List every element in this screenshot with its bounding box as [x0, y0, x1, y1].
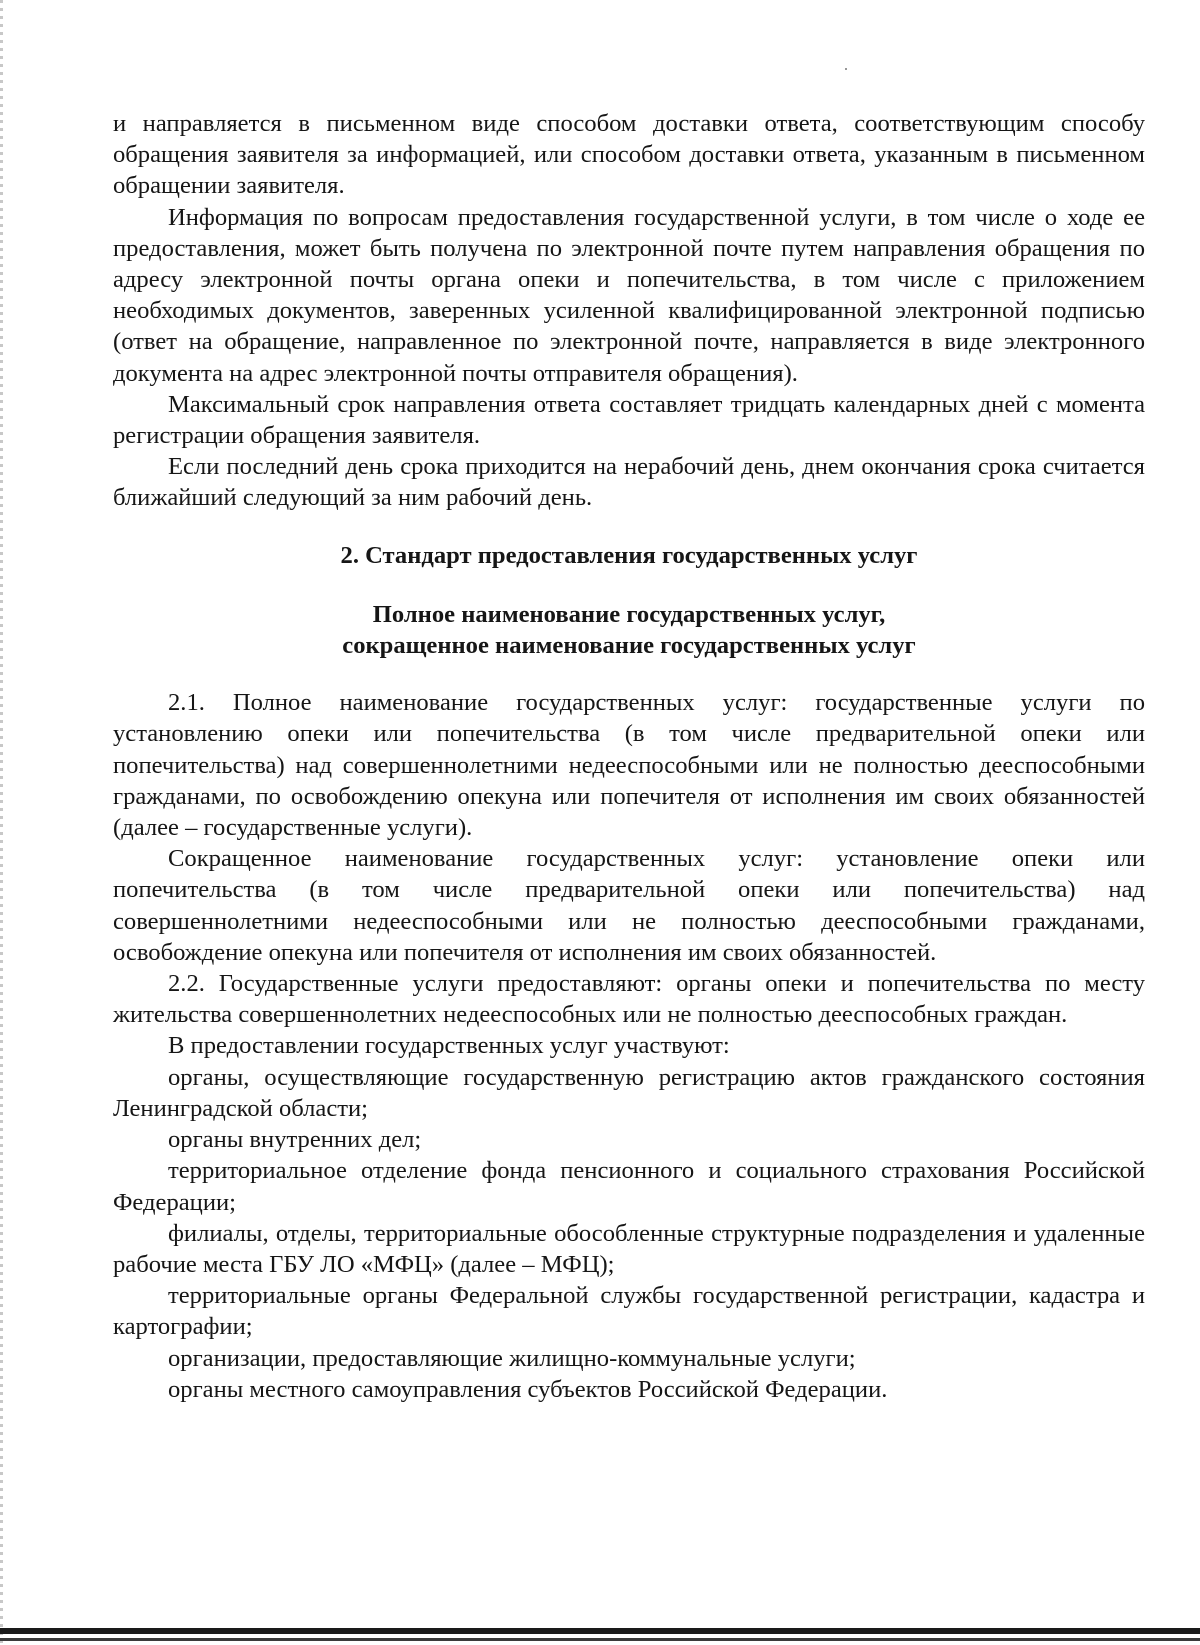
paragraph-continued: и направляется в письменном виде способом доставки ответа, соответствующим способу обращения заявителя за информацией, или способом доставки ответа, указанным в письменном обращении заявителя. — [113, 110, 1145, 200]
paragraph-nonworking-day: Если последний день срока приходится на нерабочий день, днем окончания срока считается ближайший следующий за ним рабочий день. — [113, 453, 1145, 512]
paragraph-email-info: Информация по вопросам предоставления государственной услуги, в том числе о ходе ее предоставления, может быть получена по электронной почте путем направления обращения по адресу электронной почты органа опеки и попечительства, в том числе с приложением необходимых документов, заверенных усиленной квалифицированной электронной подписью (ответ на обращение, направленное по электронной почте, направляется в виде электронного документа на адрес электронной почты отправителя обращения). — [113, 203, 1145, 387]
subsection-title-line1: Полное наименование государственных услуг, — [372, 600, 886, 628]
document-body — [113, 108, 1145, 1405]
scan-bottom-edge-line — [0, 1638, 1200, 1641]
scan-bottom-edge — [0, 1628, 1200, 1634]
section-title: 2. Стандарт предоставления государственных услуг — [340, 541, 918, 569]
list-item: органы внутренних дел; — [168, 1126, 422, 1154]
list-item: территориальные органы Федеральной службы государственной регистрации, кадастра и картографии; — [113, 1282, 1145, 1341]
list-item: территориальное отделение фонда пенсионного и социального страхования Российской Федерации; — [113, 1157, 1145, 1216]
paragraph-participants-intro: В предоставлении государственных услуг участвуют: — [168, 1032, 730, 1060]
scan-left-edge — [0, 0, 3, 1645]
subsection-title-line2: сокращенное наименование государственных услуг — [342, 632, 916, 660]
scan-speck — [845, 68, 847, 70]
list-item: филиалы, отделы, территориальные обособленные структурные подразделения и удаленные рабочие места ГБУ ЛО «МФЦ» (далее – МФЦ); — [113, 1219, 1145, 1278]
paragraph-max-term: Максимальный срок направления ответа составляет тридцать календарных дней с момента регистрации обращения заявителя. — [113, 390, 1145, 450]
list-item: организации, предоставляющие жилищно-коммунальные услуги; — [168, 1344, 856, 1372]
paragraph-short-name: Сокращенное наименование государственных услуг: установление опеки или попечительства (в том числе предварительной опеки или попечительства) над совершеннолетними недееспособными или не полностью дееспособными гражданами, освобождение опекуна или попечителя от исполнения им своих обязанностей. — [113, 845, 1145, 966]
paragraph-2-1: 2.1. Полное наименование государственных услуг: государственные услуги по установлению опеки или попечительства (в том числе предварительной опеки или попечительства) над совершеннолетними недееспособными или не полностью дееспособными гражданами, по освобождению опекуна или попечителя от исполнения им своих обязанностей (далее – государственные услуги). — [113, 689, 1145, 842]
list-item: органы местного самоуправления субъектов Российской Федерации. — [168, 1375, 888, 1403]
list-item: органы, осуществляющие государственную регистрацию актов гражданского состояния Ленинградской области; — [113, 1063, 1145, 1122]
paragraph-2-2: 2.2. Государственные услуги предоставляют: органы опеки и попечительства по месту жительства совершеннолетних недееспособных или не полностью дееспособных граждан. — [113, 970, 1145, 1029]
